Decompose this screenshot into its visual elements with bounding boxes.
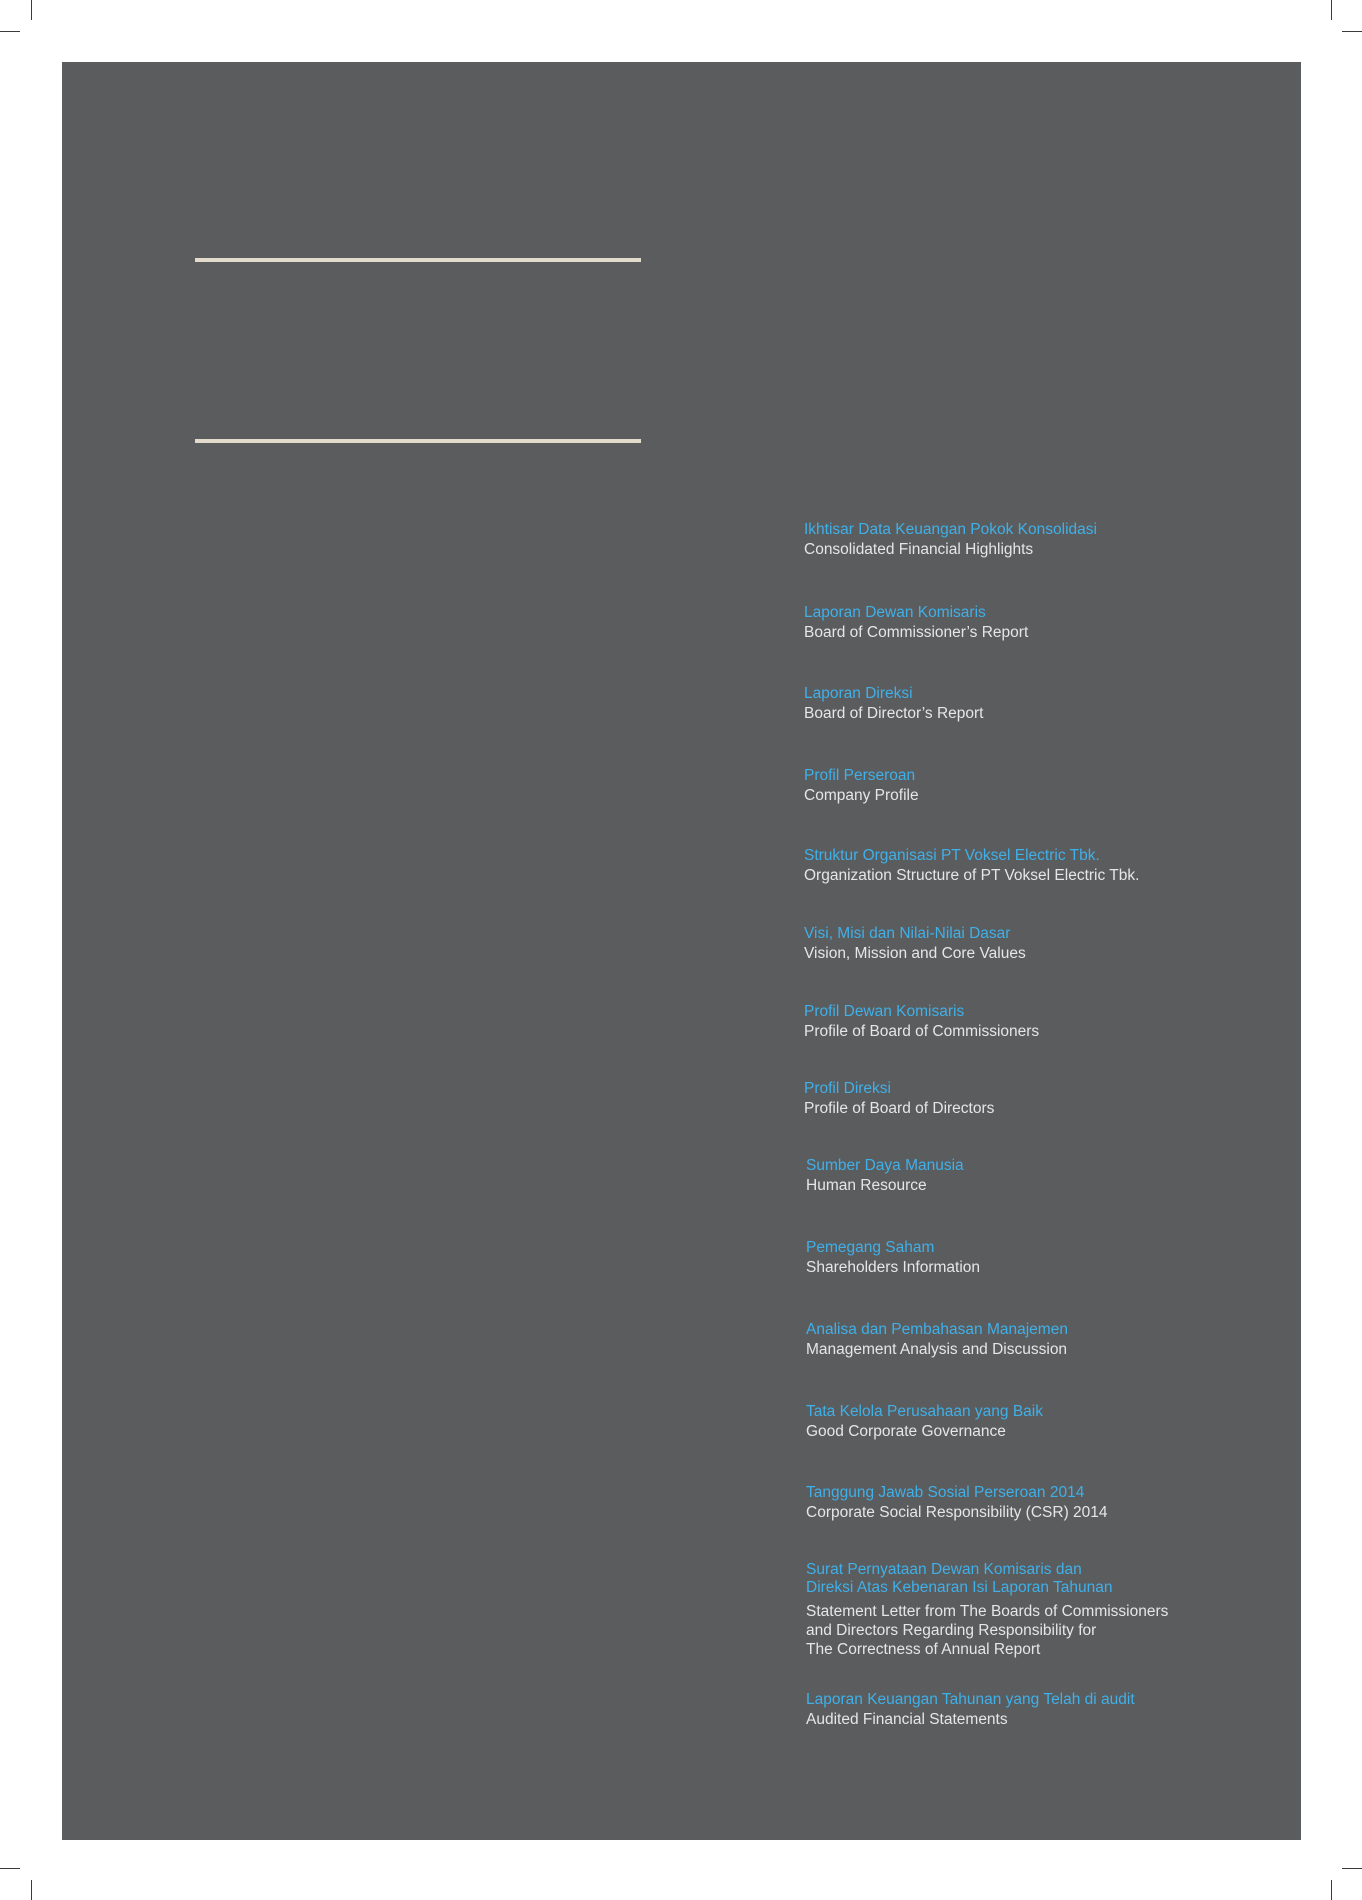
crop-mark-bottom-right-horizontal — [1342, 1868, 1362, 1869]
toc-item-shareholders-information[interactable] — [806, 1238, 1206, 1278]
toc-item-title-en: Statement Letter from The Boards of Commissioners and Directors Regarding Responsibility for The Correctness of Annual Report — [806, 1603, 1169, 1658]
toc-item-company-profile[interactable] — [804, 766, 1204, 806]
toc-item-title-en: Board of Commissioner’s Report — [804, 624, 1029, 641]
crop-mark-bottom-right-vertical — [1331, 1880, 1332, 1900]
toc-item-audited-financial-statements[interactable] — [806, 1690, 1206, 1730]
toc-item-title-id: Struktur Organisasi PT Voksel Electric Tbk. — [804, 847, 1100, 864]
toc-item-title-id: Sumber Daya Manusia — [806, 1157, 964, 1174]
toc-item-title-id: Tanggung Jawab Sosial Perseroan 2014 — [806, 1484, 1085, 1501]
toc-item-title-en: Board of Director’s Report — [804, 705, 984, 722]
toc-item-profile-board-of-directors[interactable] — [804, 1079, 1204, 1119]
toc-item-title-id: Visi, Misi dan Nilai-Nilai Dasar — [804, 925, 1011, 942]
crop-mark-top-left-vertical — [31, 0, 32, 20]
toc-item-good-corporate-governance[interactable] — [806, 1402, 1206, 1442]
toc-item-title-en: Audited Financial Statements — [806, 1711, 1008, 1728]
toc-item-csr-2014[interactable] — [806, 1483, 1206, 1523]
toc-item-title-id: Profil Perseroan — [804, 767, 916, 784]
crop-mark-bottom-left-vertical — [31, 1880, 32, 1900]
toc-item-consolidated-financial-highlights[interactable] — [804, 520, 1204, 560]
toc-item-human-resource[interactable] — [806, 1156, 1206, 1196]
toc-item-management-analysis[interactable] — [806, 1320, 1206, 1360]
contents-panel — [62, 62, 1301, 1840]
toc-item-board-of-directors-report[interactable] — [804, 684, 1204, 724]
toc-item-title-id: Profil Direksi — [804, 1080, 891, 1097]
toc-item-title-en: Shareholders Information — [806, 1259, 981, 1276]
toc-item-title-id: Tata Kelola Perusahaan yang Baik — [806, 1403, 1043, 1420]
toc-item-title-en: Vision, Mission and Core Values — [804, 945, 1026, 962]
toc-item-title-en: Profile of Board of Commissioners — [804, 1023, 1040, 1040]
toc-item-title-id: Surat Pernyataan Dewan Komisaris dan Direksi Atas Kebenaran Isi Laporan Tahunan — [806, 1561, 1113, 1596]
toc-item-title-en: Organization Structure of PT Voksel Electric Tbk. — [804, 867, 1140, 884]
toc-item-title-en: Consolidated Financial Highlights — [804, 541, 1034, 558]
toc-item-title-id: Analisa dan Pembahasan Manajemen — [806, 1321, 1068, 1338]
toc-item-title-en: Corporate Social Responsibility (CSR) 2014 — [806, 1504, 1108, 1521]
toc-item-title-en: Management Analysis and Discussion — [806, 1341, 1068, 1358]
toc-item-title-en: Company Profile — [804, 787, 919, 804]
crop-mark-top-left-horizontal — [0, 31, 20, 32]
toc-item-title-id: Ikhtisar Data Keuangan Pokok Konsolidasi — [804, 521, 1097, 538]
crop-mark-bottom-left-horizontal — [0, 1868, 20, 1869]
toc-item-profile-board-of-commissioners[interactable] — [804, 1002, 1204, 1042]
toc-item-vision-mission-values[interactable] — [804, 924, 1204, 964]
toc-item-title-id: Profil Dewan Komisaris — [804, 1003, 965, 1020]
toc-item-title-en: Profile of Board of Directors — [804, 1100, 995, 1117]
toc-item-statement-letter[interactable] — [806, 1561, 1206, 1659]
toc-item-title-id: Pemegang Saham — [806, 1239, 935, 1256]
table-of-contents — [62, 62, 1301, 1840]
crop-mark-top-right-horizontal — [1342, 31, 1362, 32]
toc-item-board-of-commissioners-report[interactable] — [804, 603, 1204, 643]
toc-item-title-en: Good Corporate Governance — [806, 1423, 1006, 1440]
crop-mark-top-right-vertical — [1331, 0, 1332, 20]
toc-item-title-id: Laporan Dewan Komisaris — [804, 604, 986, 621]
toc-item-title-id: Laporan Direksi — [804, 685, 913, 702]
toc-item-title-en: Human Resource — [806, 1177, 927, 1194]
toc-item-organization-structure[interactable] — [804, 846, 1204, 886]
toc-item-title-id: Laporan Keuangan Tahunan yang Telah di audit — [806, 1691, 1135, 1708]
